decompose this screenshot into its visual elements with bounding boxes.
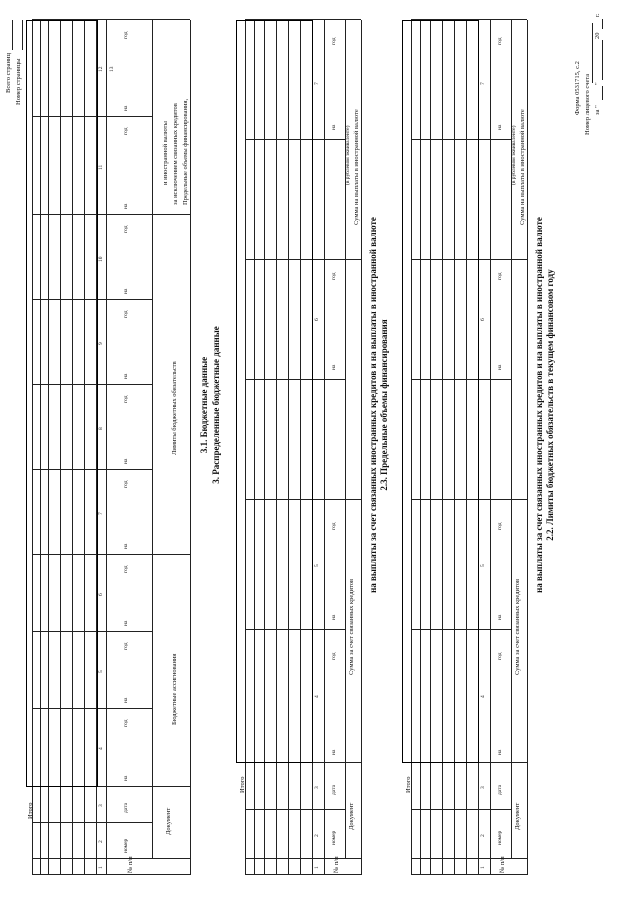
s23-na-6: на xyxy=(331,364,337,370)
s3-group-limits: Лимиты бюджетных обязательств xyxy=(171,361,178,455)
s3-na-5: на xyxy=(123,697,129,703)
s22-colnum-4: 4 xyxy=(480,695,486,698)
s3-na-4: на xyxy=(123,775,129,781)
s3-amounts-box xyxy=(26,20,98,787)
section-2-3-subtitle: на выплаты за счет связанных иностранных кредитов и на выплаты в иностранной валюте xyxy=(368,217,378,593)
s23-col-number: номер xyxy=(331,830,337,845)
s3-colnum-9: 9 xyxy=(98,342,104,345)
s3-colnum-3: 3 xyxy=(98,804,104,807)
s3-colnum-4: 4 xyxy=(98,747,104,750)
s22-colnum-6: 6 xyxy=(480,318,486,321)
s3-god-12: год xyxy=(123,31,129,39)
date-prefix: за " xyxy=(594,105,601,115)
s3-colnum-11: 11 xyxy=(98,164,104,170)
s22-amounts-box xyxy=(402,20,479,763)
s23-col-num: № п/п xyxy=(333,856,340,873)
date-quote: " xyxy=(594,82,601,85)
s23-group-foreign: Сумма на выплаты в иностранной валюте xyxy=(353,109,360,225)
s23-god-5: год xyxy=(331,522,337,530)
s23-god-4: год xyxy=(331,652,337,660)
date-year-suffix: г. xyxy=(594,13,601,17)
section-3-title: 3. Распределенные бюджетные данные xyxy=(211,326,221,484)
s23-na-7: на xyxy=(331,124,337,130)
s3-na-6: на xyxy=(123,620,129,626)
s22-group-foreign-sub: (в рублевом эквиваленте) xyxy=(511,125,517,185)
s23-colnum-5: 5 xyxy=(314,564,320,567)
s3-colnum-1: 1 xyxy=(98,866,104,869)
page-number-line xyxy=(22,20,23,50)
s3-na-10: на xyxy=(123,288,129,294)
s3-col-date: дата xyxy=(123,802,129,813)
s3-group-fin-3: и иностранной валюты xyxy=(162,121,169,185)
s3-colnum-5: 5 xyxy=(98,670,104,673)
s23-colnum-6: 6 xyxy=(314,318,320,321)
s23-total: Итого xyxy=(239,776,246,793)
account-number-line xyxy=(592,23,593,83)
s23-group-foreign-sub: (в рублевом эквиваленте) xyxy=(345,125,351,185)
s3-colnum-2: 2 xyxy=(98,840,104,843)
s22-na-5: на xyxy=(497,614,503,620)
s3-col-doc: Документ xyxy=(165,807,172,835)
s23-god-7: год xyxy=(331,37,337,45)
s3-god-5: год xyxy=(123,642,129,650)
s23-colnum-4: 4 xyxy=(314,695,320,698)
s22-colnum-3: 3 xyxy=(480,786,486,789)
s22-na-7: на xyxy=(497,124,503,130)
s23-col-doc: Документ xyxy=(348,802,355,830)
date-century: 20 xyxy=(594,32,601,39)
s22-god-7: год xyxy=(497,37,503,45)
s3-na-12: на xyxy=(123,105,129,111)
s22-col-num: № п/п xyxy=(499,856,506,873)
s22-col-date: дата xyxy=(497,784,503,795)
s3-god-9: год xyxy=(123,310,129,318)
s3-group-fin-1: Предельные объемы финансирования, xyxy=(182,98,189,205)
s3-na-9: на xyxy=(123,373,129,379)
s22-col-number: номер xyxy=(497,830,503,845)
section-2-2-title: 2.2. Лимиты бюджетных обязательств в текущем финансовом году xyxy=(545,269,555,541)
total-pages-line xyxy=(12,20,13,50)
section-2-2-subtitle: на выплаты за счет связанных иностранных кредитов и на выплаты в иностранной валюте xyxy=(534,217,544,593)
s3-god-10: год xyxy=(123,225,129,233)
s23-amounts-box xyxy=(236,20,313,763)
s22-na-6: на xyxy=(497,364,503,370)
s23-colnum-7: 7 xyxy=(314,82,320,85)
s22-col-doc: Документ xyxy=(514,802,521,830)
s22-god-6: год xyxy=(497,272,503,280)
section-2-3-title: 2.3. Предельные объемы финансирования xyxy=(379,319,389,491)
account-number-label: Номер лицевого счета xyxy=(584,73,591,135)
s3-na-8: на xyxy=(123,458,129,464)
s3-colnum-7: 7 xyxy=(98,512,104,515)
s23-group-linked: Сумма за счет связанных кредитов xyxy=(348,578,355,675)
section-3-subtitle: 3.1. Бюджетные данные xyxy=(199,356,209,454)
s3-col-num: № п/п xyxy=(127,856,134,873)
s3-group-assign: Бюджетные ассигнования xyxy=(171,653,178,725)
s3-colnum-12: 12 xyxy=(98,66,104,72)
s3-colnum-13: 13 xyxy=(109,66,115,72)
s3-god-8: год xyxy=(123,395,129,403)
s3-god-4: год xyxy=(123,719,129,727)
s3-god-11: год xyxy=(123,127,129,135)
s23-na-5: на xyxy=(331,614,337,620)
date-day-line xyxy=(602,86,603,100)
s3-na-11: на xyxy=(123,203,129,209)
s3-col-number: номер xyxy=(123,838,129,853)
date-year-line xyxy=(602,19,603,29)
s22-group-foreign: Сумма на выплаты в иностранной валюте xyxy=(519,109,526,225)
s22-god-5: год xyxy=(497,522,503,530)
s3-total: Итого xyxy=(27,802,34,819)
s22-colnum-5: 5 xyxy=(480,564,486,567)
total-pages-label: Всего страниц xyxy=(5,53,12,93)
s3-god-6: год xyxy=(123,565,129,573)
s22-god-4: год xyxy=(497,652,503,660)
s22-colnum-1: 1 xyxy=(480,866,486,869)
form-code: Форма 0531715, с.2 xyxy=(574,61,581,115)
s23-colnum-2: 2 xyxy=(314,834,320,837)
s22-group-linked: Сумма за счет связанных кредитов xyxy=(514,578,521,675)
s3-god-7: год xyxy=(123,480,129,488)
s3-colnum-6: 6 xyxy=(98,593,104,596)
page-number-label: Номер страницы xyxy=(15,58,22,105)
s23-colnum-3: 3 xyxy=(314,786,320,789)
date-month-line xyxy=(602,40,603,80)
s3-colnum-8: 8 xyxy=(98,427,104,430)
s3-colnum-10: 10 xyxy=(98,256,104,262)
s23-na-4: на xyxy=(331,749,337,755)
s22-colnum-7: 7 xyxy=(480,82,486,85)
s23-col-date: дата xyxy=(331,784,337,795)
s22-na-4: на xyxy=(497,749,503,755)
s22-colnum-2: 2 xyxy=(480,834,486,837)
s23-colnum-1: 1 xyxy=(314,866,320,869)
s23-god-6: год xyxy=(331,272,337,280)
s22-total: Итого xyxy=(405,776,412,793)
s3-na-7: на xyxy=(123,543,129,549)
s3-group-fin-2: за исключением связанных кредитов xyxy=(172,103,179,205)
